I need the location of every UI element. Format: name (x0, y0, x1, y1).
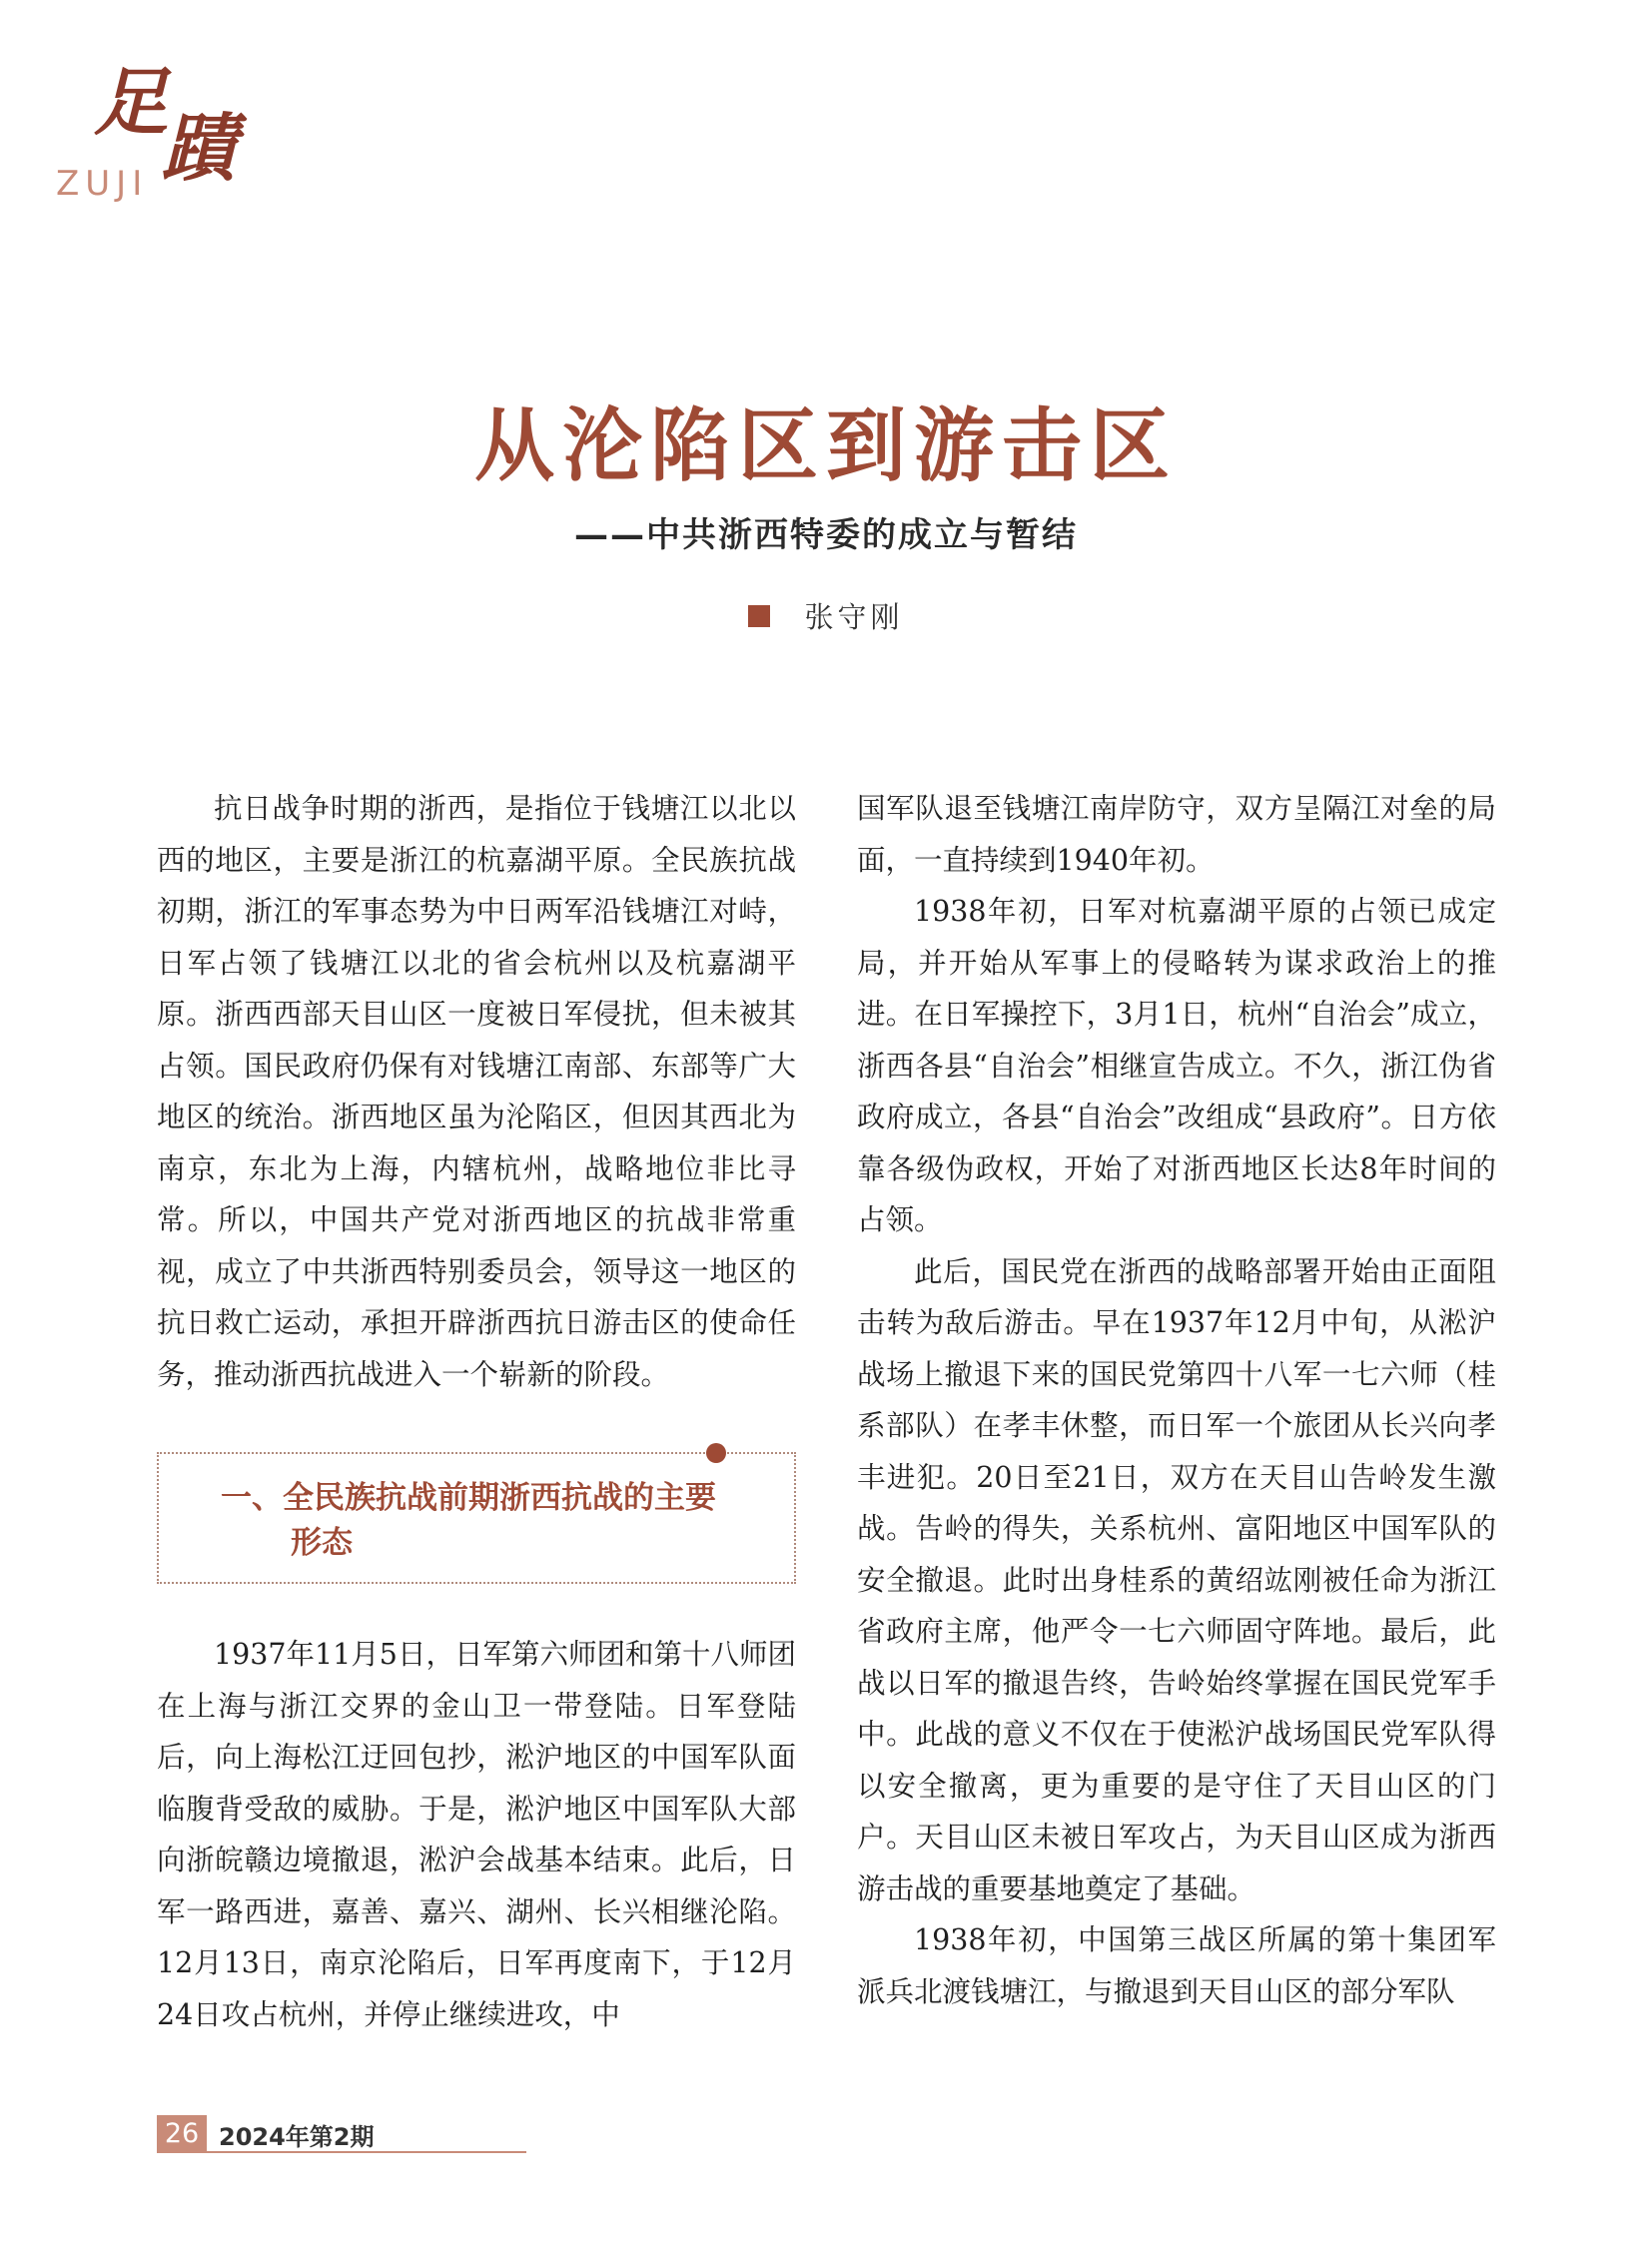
journal-logo-pinyin: ZUJI (56, 164, 149, 204)
section-heading (221, 1476, 780, 1566)
paragraph-tenth-army: 1938年初，中国第三战区所属的第十集团军派兵北渡钱塘江，与撤退到天目山区的部分军队 (857, 1923, 1496, 2008)
article-title: 从沦陷区到游击区 (474, 399, 1178, 492)
heading-dot-icon (706, 1443, 726, 1463)
paragraph-1938-occupation: 1938年初，日军对杭嘉湖平原的占领已成定局，并开始从军事上的侵略转为谋求政治上的推进。在日军操控下，3月1日，杭州“自治会”成立，浙西各县“自治会”相继宣告成立。不久，浙江伪省政府成立，各县“自治会”改组成“县政府”。日方依靠各级伪政权，开始了对浙西地区长达8年时间的占领。 (857, 895, 1496, 1236)
author-name: 张守刚 (804, 600, 904, 634)
author-square-icon (748, 605, 770, 627)
journal-logo (56, 60, 256, 206)
author-line (0, 595, 1652, 636)
section-heading-line-2: 形态 (291, 1525, 353, 1561)
right-column (857, 783, 1496, 2017)
section-heading-line-1: 一、全民族抗战前期浙西抗战的主要 (221, 1480, 716, 1516)
intro-paragraph: 抗日战争时期的浙西，是指位于钱塘江以北以西的地区，主要是浙江的杭嘉湖平原。全民族抗战初期，浙江的军事态势为中日两军沿钱塘江对峙，日军占领了钱塘江以北的省会杭州以及杭嘉湖平原。浙西西部天目山区一度被日军侵扰，但未被其占领。国民政府仍保有对钱塘江南部、东部等广大地区的统治。浙西地区虽为沦陷区，但因其西北为南京，东北为上海，内辖杭州，战略地位非比寻常。所以，中国共产党对浙西地区的抗战非常重视，成立了中共浙西特别委员会，领导这一地区的抗日救亡运动，承担开辟浙西抗日游击区的使命任务，推动浙西抗战进入一个崭新的阶段。 (157, 792, 796, 1391)
section-paragraph: 1937年11月5日，日军第六师团和第十八师团在上海与浙江交界的金山卫一带登陆。日军登陆后，向上海松江迂回包抄，淞沪地区的中国军队面临腹背受敌的威胁。于是，淞沪地区中国军队大部向浙皖赣边境撤退，淞沪会战基本结束。此后，日军一路西进，嘉善、嘉兴、湖州、长兴相继沦陷。12月13日，南京沦陷后，日军再度南下，于12月24日攻占杭州，并停止继续进攻，中 (157, 1638, 796, 2031)
paragraph-guerrilla-strategy: 此后，国民党在浙西的战略部署开始由正面阻击转为敌后游击。早在1937年12月中旬，从淞沪战场上撤退下来的国民党第四十八军一七六师（桂系部队）在孝丰休整，而日军一个旅团从长兴向孝丰进犯。20日至21日，双方在天目山告岭发生激战。告岭的得失，关系杭州、富阳地区中国军队的安全撤退。此时出身桂系的黄绍竑刚被任命为浙江省政府主席，他严令一七六师固守阵地。最后，此战以日军的撤退告终，告岭始终掌握在国民党军手中。此战的意义不仅在于使淞沪战场国民党军队得以安全撤离，更为重要的是守住了天目山区的门户。天目山区未被日军攻占，为天目山区成为浙西游击战的重要基地奠定了基础。 (857, 1254, 1496, 1905)
page-number: 26 (157, 2115, 207, 2153)
journal-logo-chinese (94, 60, 246, 192)
article-subtitle: ——中共浙西特委的成立与暂结 (574, 515, 1078, 555)
footer-divider (207, 2151, 526, 2153)
logo-char-2: 蹟 (162, 106, 238, 192)
logo-char-1: 足 (94, 60, 170, 146)
left-column (157, 783, 796, 2040)
continued-paragraph: 国军队退至钱塘江南岸防守，双方呈隔江对垒的局面，一直持续到1940年初。 (857, 792, 1496, 877)
section-heading-box (157, 1452, 796, 1584)
issue-label: 2024年第2期 (219, 2123, 375, 2151)
